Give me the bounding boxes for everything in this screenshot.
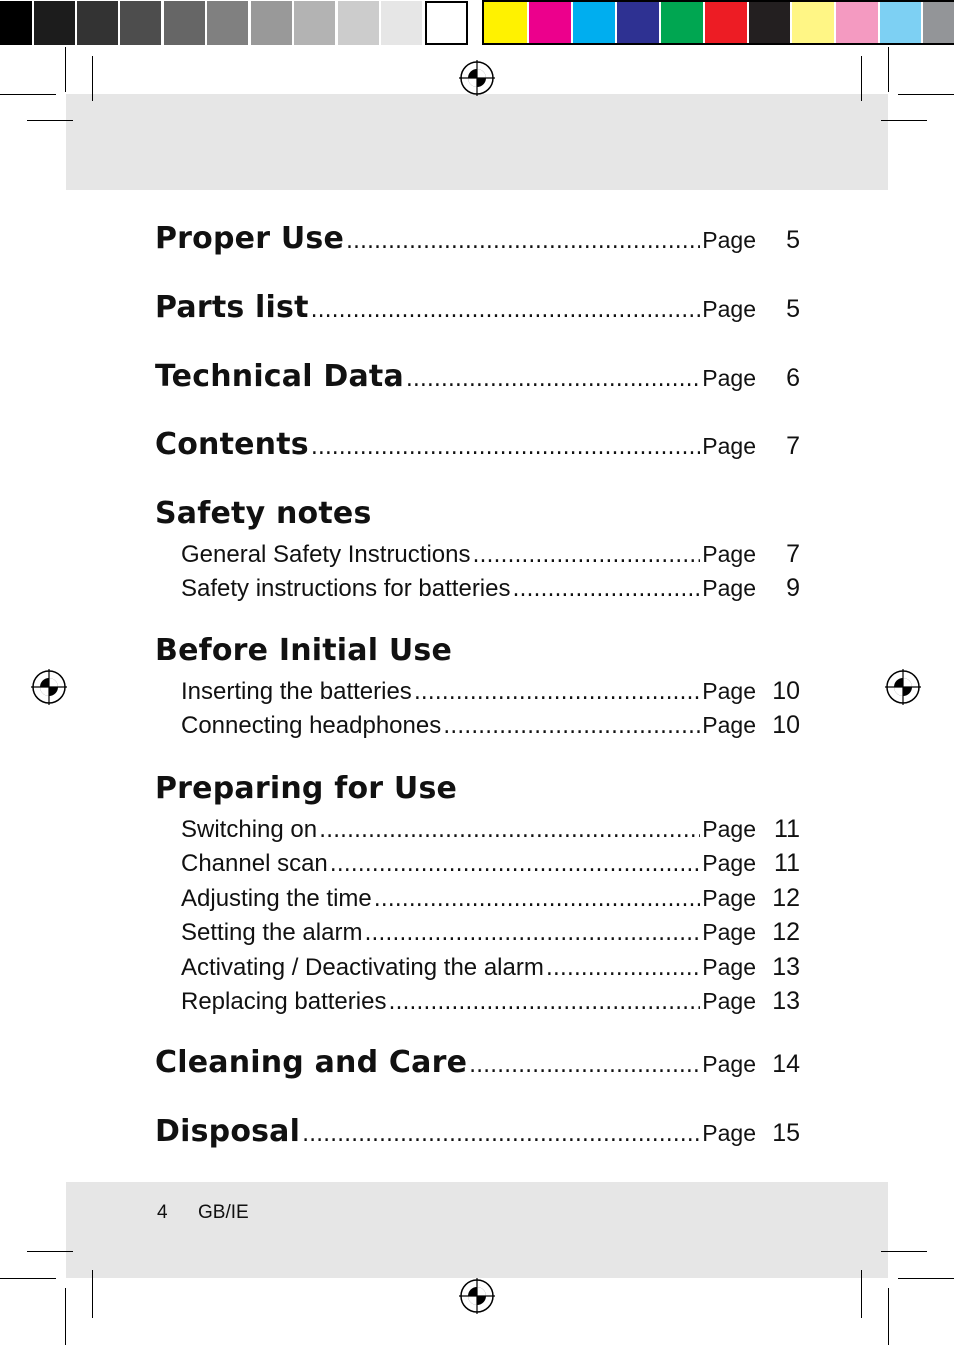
page-number: 12 (772, 883, 800, 912)
page-label: Page (702, 816, 756, 842)
page-number: 6 (786, 364, 800, 392)
page-label: Page (702, 227, 756, 253)
toc-entry[interactable] (155, 221, 800, 265)
toc-subheading: Switching on (181, 816, 318, 843)
page-label: Page (702, 433, 756, 459)
toc-subentry[interactable] (155, 953, 800, 987)
header-band (66, 94, 888, 190)
swatch-divider (470, 0, 482, 47)
crop-mark (888, 47, 889, 92)
page-label: Page (702, 953, 756, 980)
toc-heading: Contents (155, 427, 309, 462)
toc-heading: Before Initial Use (155, 633, 453, 668)
leader-dots (469, 1053, 700, 1078)
toc-subentry[interactable] (155, 987, 800, 1021)
page-label: Page (702, 1051, 756, 1077)
leader-dots (319, 818, 700, 843)
registration-mark-icon (459, 60, 495, 96)
toc-section-disposal (155, 1114, 800, 1158)
toc-subentry[interactable] (155, 711, 800, 745)
crop-mark (881, 1251, 927, 1252)
page-label: Page (702, 712, 756, 739)
registration-mark-icon (31, 669, 67, 705)
toc-subentry[interactable] (155, 677, 800, 711)
toc-subheading: Channel scan (181, 850, 328, 878)
leader-dots (311, 435, 700, 460)
toc-heading-row (155, 496, 800, 540)
page-label: Page (702, 296, 756, 322)
toc-heading-row (155, 771, 800, 815)
page-label: Page (702, 919, 756, 946)
crop-mark (898, 1278, 954, 1279)
leader-dots (346, 229, 700, 254)
leader-dots (364, 921, 700, 946)
page-label: Page (702, 541, 756, 567)
swatch-frame (482, 0, 954, 45)
leader-dots (388, 990, 700, 1015)
leader-dots (311, 298, 701, 323)
toc-heading: Cleaning and Care (155, 1045, 468, 1080)
registration-mark-icon (885, 669, 921, 705)
crop-mark (0, 94, 56, 95)
gray-swatch (381, 1, 422, 45)
crop-mark (65, 47, 66, 92)
page-number: 12 (772, 918, 800, 947)
registration-mark-icon (459, 1278, 495, 1314)
toc-section-preparing-for-use (155, 771, 800, 1021)
toc-heading: Safety notes (155, 496, 372, 531)
leader-dots (302, 1122, 700, 1147)
crop-mark (65, 1288, 66, 1345)
crop-mark (861, 1270, 862, 1318)
color-calibration-bar (0, 0, 954, 47)
crop-mark (888, 1288, 889, 1345)
page-number: 10 (772, 677, 800, 705)
crop-mark (861, 56, 862, 101)
footer-language: GB/IE (198, 1202, 249, 1223)
gray-swatch (294, 1, 335, 45)
toc-subentry[interactable] (155, 918, 800, 952)
toc-entry[interactable] (155, 427, 800, 471)
toc-entry[interactable] (155, 359, 800, 403)
page-number: 5 (786, 226, 800, 254)
page-number: 9 (786, 574, 800, 603)
gray-swatch (207, 1, 248, 45)
leader-dots (406, 367, 700, 392)
gray-swatch (77, 1, 118, 45)
toc-entry[interactable] (155, 290, 800, 334)
crop-mark (881, 120, 927, 121)
gray-swatch (251, 1, 292, 45)
toc-subentry[interactable] (155, 540, 800, 574)
crop-mark (27, 120, 73, 121)
toc-section-contents (155, 427, 800, 471)
leader-dots (472, 543, 700, 568)
toc-heading: Preparing for Use (155, 771, 458, 806)
gray-swatch (120, 1, 161, 45)
toc-entry[interactable] (155, 1045, 800, 1089)
gray-swatch (34, 1, 75, 45)
page-number: 15 (772, 1119, 800, 1147)
toc-subheading: Adjusting the time (181, 884, 372, 912)
toc-subheading: Inserting the batteries (181, 678, 412, 705)
page-number: 11 (774, 849, 800, 878)
toc-section-cleaning-and-care (155, 1045, 800, 1089)
footer-page-number: 4 (157, 1202, 168, 1223)
gray-swatch (338, 1, 379, 45)
toc-section-proper-use (155, 221, 800, 265)
toc-heading-row (155, 633, 800, 677)
page-number: 11 (774, 815, 800, 843)
leader-dots (512, 577, 700, 602)
toc-heading: Parts list (155, 290, 309, 325)
leader-dots (374, 887, 701, 912)
page-label: Page (702, 575, 756, 602)
leader-dots (546, 956, 700, 981)
page-number: 14 (772, 1050, 800, 1078)
page-label: Page (702, 884, 756, 911)
page-label: Page (702, 987, 756, 1014)
page-number: 10 (772, 711, 800, 740)
page-number: 13 (772, 952, 800, 981)
toc-subheading: Connecting headphones (181, 712, 442, 740)
toc-subheading: General Safety Instructions (181, 541, 471, 568)
page-number: 13 (772, 986, 800, 1015)
toc-subheading: Setting the alarm (181, 919, 363, 947)
page-number: 5 (786, 295, 800, 323)
leader-dots (414, 680, 700, 705)
toc-heading: Technical Data (155, 359, 404, 394)
gray-swatch (164, 1, 205, 45)
page-label: Page (702, 365, 756, 391)
toc-heading: Proper Use (155, 221, 345, 256)
crop-mark (0, 1278, 56, 1279)
toc-subheading: Safety instructions for batteries (181, 575, 511, 603)
toc-heading: Disposal (155, 1114, 301, 1149)
toc-subentry[interactable] (155, 574, 800, 608)
crop-mark (898, 94, 954, 95)
toc-section-safety-notes (155, 496, 800, 609)
page-number: 7 (786, 540, 800, 568)
crop-mark (27, 1251, 73, 1252)
toc-subheading: Activating / Deactivating the alarm (181, 953, 544, 981)
toc-section-technical-data (155, 359, 800, 403)
toc-section-parts-list (155, 290, 800, 334)
crop-mark (92, 56, 93, 101)
page-label: Page (702, 850, 756, 877)
leader-dots (443, 714, 700, 739)
gray-swatch (0, 1, 32, 45)
page-number: 7 (786, 432, 800, 460)
toc-subentry[interactable] (155, 884, 800, 918)
toc-subentry[interactable] (155, 815, 800, 849)
page-label: Page (702, 1120, 756, 1146)
toc-subheading: Replacing batteries (181, 987, 387, 1015)
leader-dots (330, 852, 701, 877)
toc-entry[interactable] (155, 1114, 800, 1158)
gray-swatch (425, 1, 468, 45)
page-label: Page (702, 678, 756, 704)
toc-subentry[interactable] (155, 849, 800, 883)
footer-band (66, 1182, 888, 1278)
toc-section-before-initial-use (155, 633, 800, 746)
crop-mark (92, 1270, 93, 1318)
